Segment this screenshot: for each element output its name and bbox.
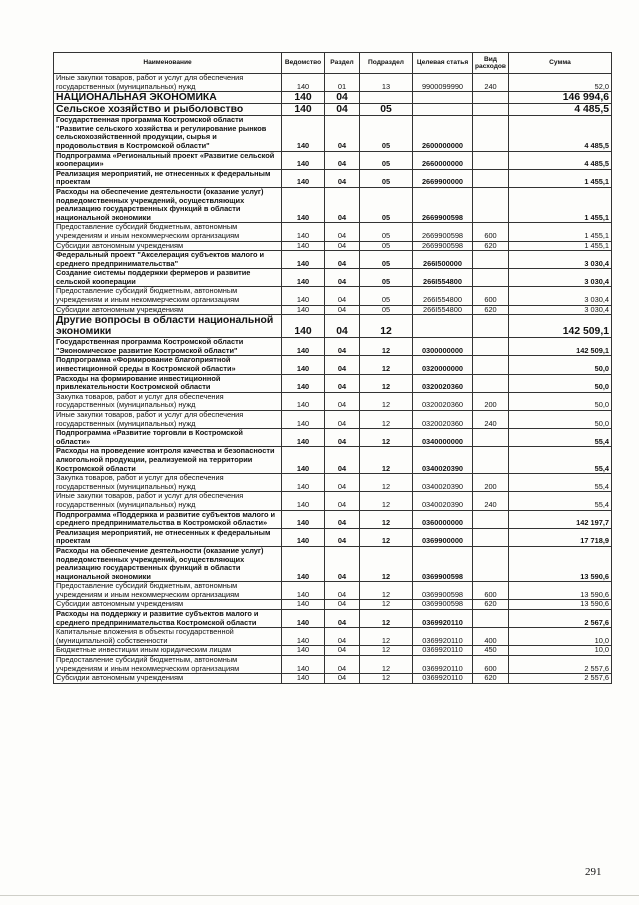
cell-razdel: 04: [325, 528, 360, 546]
cell-name: Предоставление субсидий бюджетным, автономным учреждениям и иным некоммерческим организациям: [54, 223, 282, 241]
cell-name: Расходы на формирование инвестиционной привлекательности Костромской области: [54, 374, 282, 392]
cell-podrazdel: 13: [360, 74, 413, 92]
cell-podrazdel: 12: [360, 411, 413, 429]
cell-name: Сельское хозяйство и рыболовство: [54, 104, 282, 116]
cell-razdel: 04: [325, 315, 360, 338]
cell-vedomstvo: 140: [282, 411, 325, 429]
cell-podrazdel: 12: [360, 674, 413, 684]
cell-vedomstvo: 140: [282, 610, 325, 628]
cell-podrazdel: 05: [360, 169, 413, 187]
scan-edge-line: [0, 895, 639, 896]
cell-razdel: 04: [325, 492, 360, 510]
table-row: [54, 582, 612, 600]
cell-vid: 200: [473, 392, 509, 410]
cell-sum: 142 197,7: [509, 510, 612, 528]
cell-name: Субсидии автономным учреждениям: [54, 674, 282, 684]
cell-vid: [473, 269, 509, 287]
table-row: [54, 287, 612, 305]
table-row: [54, 628, 612, 646]
cell-name: Другие вопросы в области национальной экономики: [54, 315, 282, 338]
cell-sum: 50,0: [509, 356, 612, 374]
cell-razdel: 04: [325, 269, 360, 287]
table-row: [54, 429, 612, 447]
cell-podrazdel: 05: [360, 241, 413, 251]
cell-vid: 600: [473, 656, 509, 674]
cell-name: Предоставление субсидий бюджетным, автономным учреждениям и иным некоммерческим организациям: [54, 582, 282, 600]
cell-vid: 600: [473, 287, 509, 305]
cell-vedomstvo: 140: [282, 374, 325, 392]
cell-sum: 4 485,5: [509, 104, 612, 116]
cell-vedomstvo: 140: [282, 269, 325, 287]
cell-vedomstvo: 140: [282, 628, 325, 646]
cell-name: Закупка товаров, работ и услуг для обеспечения государственных (муниципальных) нужд: [54, 474, 282, 492]
cell-statya: 0369920110: [413, 656, 473, 674]
cell-razdel: 04: [325, 116, 360, 151]
cell-podrazdel: 12: [360, 429, 413, 447]
cell-vedomstvo: 140: [282, 646, 325, 656]
table-row: [54, 674, 612, 684]
cell-name: Предоставление субсидий бюджетным, автономным учреждениям и иным некоммерческим организациям: [54, 656, 282, 674]
header-sum: Сумма: [509, 53, 612, 74]
table-row: [54, 546, 612, 581]
cell-razdel: 04: [325, 338, 360, 356]
cell-podrazdel: 12: [360, 447, 413, 474]
cell-podrazdel: 12: [360, 646, 413, 656]
cell-razdel: 04: [325, 546, 360, 581]
cell-razdel: 04: [325, 287, 360, 305]
cell-razdel: 04: [325, 104, 360, 116]
cell-name: Подпрограмма «Региональный проект «Развитие сельской кооперации»: [54, 151, 282, 169]
cell-sum: 17 718,9: [509, 528, 612, 546]
cell-razdel: 04: [325, 610, 360, 628]
cell-name: Подпрограмма «Формирование благоприятной инвестиционной среды в Костромской области»: [54, 356, 282, 374]
cell-statya: 266I554800: [413, 269, 473, 287]
cell-name: Бюджетные инвестиции иным юридическим лицам: [54, 646, 282, 656]
cell-sum: 1 455,1: [509, 169, 612, 187]
cell-podrazdel: 05: [360, 251, 413, 269]
header-vid: Вид расходов: [473, 53, 509, 74]
cell-vedomstvo: 140: [282, 392, 325, 410]
cell-podrazdel: 12: [360, 374, 413, 392]
cell-sum: 55,4: [509, 429, 612, 447]
cell-vid: 450: [473, 646, 509, 656]
cell-statya: 0360000000: [413, 510, 473, 528]
cell-statya: 0369900000: [413, 528, 473, 546]
cell-razdel: 04: [325, 411, 360, 429]
cell-razdel: 04: [325, 447, 360, 474]
cell-podrazdel: 05: [360, 223, 413, 241]
cell-name: Расходы на поддержку и развитие субъектов малого и среднего предпринимательства Костромской области: [54, 610, 282, 628]
cell-name: НАЦИОНАЛЬНАЯ ЭКОНОМИКА: [54, 92, 282, 104]
cell-vid: [473, 338, 509, 356]
table-row: [54, 374, 612, 392]
header-razdel: Раздел: [325, 53, 360, 74]
cell-podrazdel: 12: [360, 582, 413, 600]
cell-name: Государственная программа Костромской области "Экономическое развитие Костромской области": [54, 338, 282, 356]
cell-vedomstvo: 140: [282, 492, 325, 510]
cell-vid: [473, 610, 509, 628]
cell-sum: 50,0: [509, 392, 612, 410]
cell-statya: 2669900598: [413, 223, 473, 241]
cell-sum: 3 030,4: [509, 287, 612, 305]
table-row: [54, 92, 612, 104]
cell-vedomstvo: 140: [282, 656, 325, 674]
table-row: [54, 104, 612, 116]
cell-statya: 0369900598: [413, 582, 473, 600]
cell-statya: 0300000000: [413, 338, 473, 356]
cell-statya: 0320020360: [413, 411, 473, 429]
page-number: 291: [585, 866, 602, 878]
cell-sum: 2 557,6: [509, 656, 612, 674]
cell-vid: [473, 104, 509, 116]
table-row: [54, 74, 612, 92]
cell-vedomstvo: 140: [282, 169, 325, 187]
cell-vedomstvo: 140: [282, 287, 325, 305]
cell-sum: 52,0: [509, 74, 612, 92]
cell-name: Иные закупки товаров, работ и услуг для обеспечения государственных (муниципальных) нужд: [54, 74, 282, 92]
table-row: [54, 251, 612, 269]
cell-vid: 600: [473, 582, 509, 600]
cell-vid: [473, 92, 509, 104]
cell-name: Иные закупки товаров, работ и услуг для обеспечения государственных (муниципальных) нужд: [54, 411, 282, 429]
cell-vedomstvo: 140: [282, 600, 325, 610]
header-name: Наименование: [54, 53, 282, 74]
cell-sum: 142 509,1: [509, 338, 612, 356]
cell-razdel: 04: [325, 510, 360, 528]
cell-razdel: 04: [325, 582, 360, 600]
cell-sum: 1 455,1: [509, 223, 612, 241]
cell-name: Расходы на обеспечение деятельности (оказание услуг) подведомственных учреждений, осуществляющих реализацию государственных функций в области национальной экономики: [54, 546, 282, 581]
cell-podrazdel: 12: [360, 356, 413, 374]
table-row: [54, 411, 612, 429]
cell-vid: 240: [473, 411, 509, 429]
cell-sum: 1 455,1: [509, 187, 612, 222]
cell-vedomstvo: 140: [282, 356, 325, 374]
cell-razdel: 04: [325, 392, 360, 410]
cell-razdel: 04: [325, 628, 360, 646]
cell-sum: 146 994,6: [509, 92, 612, 104]
table-row: [54, 338, 612, 356]
cell-razdel: 04: [325, 92, 360, 104]
cell-sum: 142 509,1: [509, 315, 612, 338]
table-row: [54, 510, 612, 528]
cell-sum: 55,4: [509, 447, 612, 474]
cell-vid: [473, 510, 509, 528]
cell-sum: 3 030,4: [509, 269, 612, 287]
cell-vedomstvo: 140: [282, 674, 325, 684]
cell-statya: 0340020390: [413, 492, 473, 510]
cell-podrazdel: 12: [360, 600, 413, 610]
cell-statya: 0320020360: [413, 374, 473, 392]
cell-sum: 50,0: [509, 374, 612, 392]
cell-vedomstvo: 140: [282, 510, 325, 528]
cell-statya: 2669900598: [413, 241, 473, 251]
cell-vid: [473, 546, 509, 581]
cell-sum: 10,0: [509, 646, 612, 656]
cell-vedomstvo: 140: [282, 151, 325, 169]
table-row: [54, 305, 612, 315]
cell-statya: 0340000000: [413, 429, 473, 447]
table-row: [54, 151, 612, 169]
cell-sum: 13 590,6: [509, 546, 612, 581]
cell-statya: 0320020360: [413, 392, 473, 410]
cell-statya: 0369900598: [413, 600, 473, 610]
cell-razdel: 04: [325, 374, 360, 392]
table-row: [54, 474, 612, 492]
cell-sum: 4 485,5: [509, 151, 612, 169]
cell-statya: 0369920110: [413, 674, 473, 684]
table-row: [54, 356, 612, 374]
cell-sum: 4 485,5: [509, 116, 612, 151]
cell-razdel: 04: [325, 600, 360, 610]
cell-statya: 2660000000: [413, 151, 473, 169]
cell-razdel: 04: [325, 241, 360, 251]
cell-razdel: 04: [325, 169, 360, 187]
cell-vedomstvo: 140: [282, 74, 325, 92]
cell-sum: 10,0: [509, 628, 612, 646]
cell-name: Реализация мероприятий, не отнесенных к федеральным проектам: [54, 528, 282, 546]
cell-name: Федеральный проект "Акселерация субъектов малого и среднего предпринимательства": [54, 251, 282, 269]
cell-statya: 0320000000: [413, 356, 473, 374]
cell-podrazdel: 12: [360, 528, 413, 546]
budget-table: [53, 52, 612, 684]
cell-statya: 2669900000: [413, 169, 473, 187]
cell-vid: 620: [473, 305, 509, 315]
cell-razdel: 04: [325, 474, 360, 492]
cell-razdel: 04: [325, 187, 360, 222]
cell-vid: [473, 169, 509, 187]
cell-vid: [473, 116, 509, 151]
cell-razdel: 04: [325, 305, 360, 315]
cell-vedomstvo: 140: [282, 241, 325, 251]
cell-name: Иные закупки товаров, работ и услуг для обеспечения государственных (муниципальных) нужд: [54, 492, 282, 510]
cell-name: Реализация мероприятий, не отнесенных к федеральным проектам: [54, 169, 282, 187]
table-row: [54, 116, 612, 151]
cell-statya: 2669900598: [413, 187, 473, 222]
cell-podrazdel: 12: [360, 610, 413, 628]
cell-statya: 266I554800: [413, 287, 473, 305]
cell-vedomstvo: 140: [282, 187, 325, 222]
cell-vedomstvo: 140: [282, 338, 325, 356]
cell-vedomstvo: 140: [282, 429, 325, 447]
cell-vid: 400: [473, 628, 509, 646]
cell-razdel: 04: [325, 656, 360, 674]
cell-statya: 2600000000: [413, 116, 473, 151]
cell-podrazdel: 12: [360, 338, 413, 356]
cell-vedomstvo: 140: [282, 546, 325, 581]
cell-vid: 620: [473, 241, 509, 251]
cell-razdel: 04: [325, 223, 360, 241]
cell-vid: [473, 374, 509, 392]
cell-podrazdel: 12: [360, 315, 413, 338]
cell-sum: 13 590,6: [509, 600, 612, 610]
table-row: [54, 223, 612, 241]
cell-podrazdel: 12: [360, 656, 413, 674]
header-statya: Целевая статья: [413, 53, 473, 74]
cell-podrazdel: 05: [360, 187, 413, 222]
cell-sum: 50,0: [509, 411, 612, 429]
cell-vid: [473, 151, 509, 169]
cell-vedomstvo: 140: [282, 251, 325, 269]
cell-razdel: 04: [325, 151, 360, 169]
cell-podrazdel: 05: [360, 151, 413, 169]
table-row: [54, 447, 612, 474]
cell-vid: [473, 356, 509, 374]
cell-razdel: 04: [325, 646, 360, 656]
cell-statya: 266I500000: [413, 251, 473, 269]
cell-vid: 240: [473, 74, 509, 92]
cell-vid: [473, 315, 509, 338]
cell-podrazdel: 05: [360, 104, 413, 116]
cell-vedomstvo: 140: [282, 92, 325, 104]
cell-sum: 55,4: [509, 492, 612, 510]
table-row: [54, 315, 612, 338]
cell-sum: 55,4: [509, 474, 612, 492]
cell-statya: [413, 315, 473, 338]
cell-podrazdel: 05: [360, 287, 413, 305]
table-row: [54, 241, 612, 251]
cell-vid: [473, 187, 509, 222]
cell-vid: 620: [473, 600, 509, 610]
cell-statya: 0369920110: [413, 646, 473, 656]
cell-statya: [413, 104, 473, 116]
cell-vid: [473, 447, 509, 474]
header-vedomstvo: Ведомство: [282, 53, 325, 74]
cell-podrazdel: 05: [360, 116, 413, 151]
cell-vid: 200: [473, 474, 509, 492]
cell-sum: 2 567,6: [509, 610, 612, 628]
cell-vid: 620: [473, 674, 509, 684]
cell-vedomstvo: 140: [282, 582, 325, 600]
table-row: [54, 187, 612, 222]
cell-podrazdel: [360, 92, 413, 104]
cell-vid: [473, 528, 509, 546]
cell-name: Подпрограмма «Поддержка и развитие субъектов малого и среднего предпринимательства в Костромской области»: [54, 510, 282, 528]
cell-name: Закупка товаров, работ и услуг для обеспечения государственных (муниципальных) нужд: [54, 392, 282, 410]
cell-podrazdel: 12: [360, 628, 413, 646]
cell-podrazdel: 12: [360, 392, 413, 410]
cell-vedomstvo: 140: [282, 104, 325, 116]
cell-sum: 3 030,4: [509, 305, 612, 315]
cell-name: Создание системы поддержки фермеров и развитие сельской кооперации: [54, 269, 282, 287]
cell-name: Предоставление субсидий бюджетным, автономным учреждениям и иным некоммерческим организациям: [54, 287, 282, 305]
table-row: [54, 492, 612, 510]
table-row: [54, 656, 612, 674]
cell-name: Капитальные вложения в объекты государственной (муниципальной) собственности: [54, 628, 282, 646]
cell-podrazdel: 12: [360, 474, 413, 492]
cell-name: Субсидии автономным учреждениям: [54, 600, 282, 610]
table-row: [54, 600, 612, 610]
cell-sum: 1 455,1: [509, 241, 612, 251]
cell-sum: 3 030,4: [509, 251, 612, 269]
table-row: [54, 610, 612, 628]
cell-podrazdel: 12: [360, 492, 413, 510]
table-row: [54, 392, 612, 410]
cell-statya: 0369920110: [413, 628, 473, 646]
cell-name: Расходы на обеспечение деятельности (оказание услуг) подведомственных учреждений, осуществляющих реализацию государственных функций в области национальной экономики: [54, 187, 282, 222]
cell-name: Субсидии автономным учреждениям: [54, 305, 282, 315]
cell-statya: 0340020390: [413, 474, 473, 492]
cell-razdel: 04: [325, 674, 360, 684]
cell-vid: 240: [473, 492, 509, 510]
cell-vedomstvo: 140: [282, 474, 325, 492]
cell-name: Субсидии автономным учреждениям: [54, 241, 282, 251]
cell-vedomstvo: 140: [282, 315, 325, 338]
cell-podrazdel: 05: [360, 305, 413, 315]
cell-statya: 0369900598: [413, 546, 473, 581]
header-podrazdel: Подраздел: [360, 53, 413, 74]
table-row: [54, 528, 612, 546]
cell-name: Государственная программа Костромской области "Развитие сельского хозяйства и регулирование рынков сельскохозяйственной продукции, сырья и продовольствия в Костромской области": [54, 116, 282, 151]
cell-razdel: 01: [325, 74, 360, 92]
cell-vedomstvo: 140: [282, 305, 325, 315]
cell-name: Подпрограмма «Развитие торговли в Костромской области»: [54, 429, 282, 447]
cell-podrazdel: 12: [360, 510, 413, 528]
cell-statya: 0369920110: [413, 610, 473, 628]
cell-statya: 9900099990: [413, 74, 473, 92]
cell-vid: [473, 429, 509, 447]
table-row: [54, 269, 612, 287]
cell-vedomstvo: 140: [282, 528, 325, 546]
cell-statya: [413, 92, 473, 104]
cell-statya: 266I554800: [413, 305, 473, 315]
cell-razdel: 04: [325, 251, 360, 269]
cell-vedomstvo: 140: [282, 447, 325, 474]
table-row: [54, 646, 612, 656]
cell-vedomstvo: 140: [282, 223, 325, 241]
cell-statya: 0340020390: [413, 447, 473, 474]
table-header-row: [54, 53, 612, 74]
cell-podrazdel: 05: [360, 269, 413, 287]
cell-vid: [473, 251, 509, 269]
cell-sum: 13 590,6: [509, 582, 612, 600]
cell-name: Расходы на проведение контроля качества и безопасности алкогольной продукции, реализуемой на территории Костромской области: [54, 447, 282, 474]
cell-sum: 2 557,6: [509, 674, 612, 684]
cell-razdel: 04: [325, 429, 360, 447]
cell-podrazdel: 12: [360, 546, 413, 581]
cell-vedomstvo: 140: [282, 116, 325, 151]
cell-vid: 600: [473, 223, 509, 241]
table-row: [54, 169, 612, 187]
cell-razdel: 04: [325, 356, 360, 374]
